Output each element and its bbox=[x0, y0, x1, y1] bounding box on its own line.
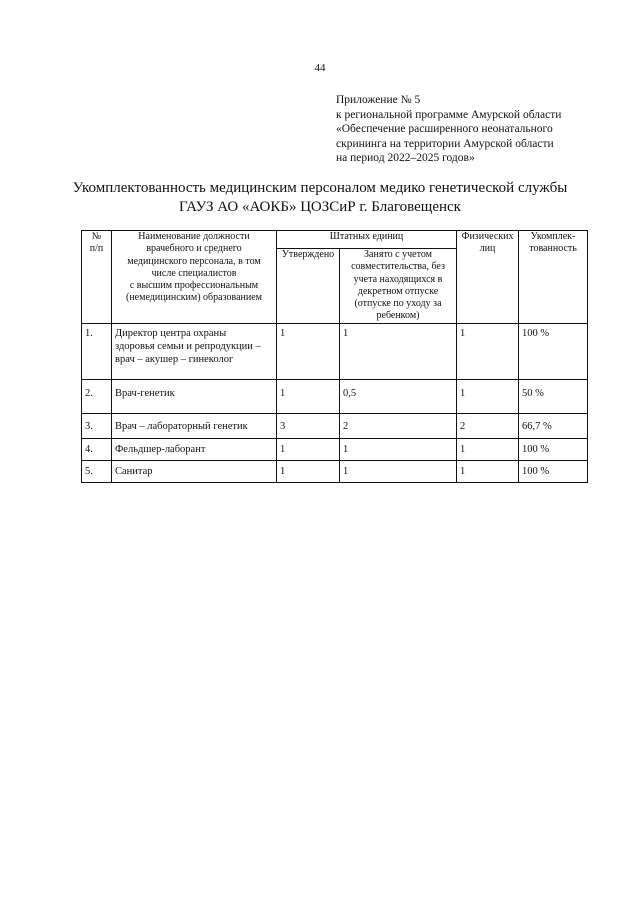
appendix-line: на период 2022–2025 годов» bbox=[336, 152, 475, 165]
header-physical-persons: Физических лиц bbox=[457, 231, 519, 324]
page-number: 44 bbox=[314, 62, 326, 74]
cell-occupied: 1 bbox=[340, 460, 457, 482]
header-position-name: Наименование должности врачебного и среднего медицинского персонала, в том числе специалистов с высшим профессиональным (немедицинским) образованием bbox=[112, 231, 277, 324]
cell-position: Директор центра охраны здоровья семьи и репродукции – врач – акушер – гинеколог bbox=[112, 323, 277, 379]
cell-occupied: 1 bbox=[340, 323, 457, 379]
cell-number: 5. bbox=[82, 460, 112, 482]
table-row bbox=[82, 323, 588, 379]
cell-approved: 1 bbox=[277, 379, 340, 413]
cell-number: 1. bbox=[82, 323, 112, 379]
header-number: № п/п bbox=[82, 231, 112, 324]
cell-number: 2. bbox=[82, 379, 112, 413]
table-row bbox=[82, 460, 588, 482]
cell-occupied: 1 bbox=[340, 438, 457, 460]
appendix-line: к региональной программе Амурской области bbox=[336, 108, 562, 121]
table-row bbox=[82, 379, 588, 413]
cell-approved: 1 bbox=[277, 460, 340, 482]
title-line-2: ГАУЗ АО «АОКБ» ЦОЗСиР г. Благовещенск bbox=[179, 198, 461, 215]
cell-approved: 1 bbox=[277, 323, 340, 379]
cell-completeness: 100 % bbox=[519, 323, 588, 379]
header-occupied: Занято с учетом совместительства, без учета находящихся в декретном отпуске (отпуске по уходу за ребенком) bbox=[340, 249, 457, 324]
appendix-line: «Обеспечение расширенного неонатального bbox=[336, 123, 553, 136]
cell-completeness: 50 % bbox=[519, 379, 588, 413]
cell-physical: 1 bbox=[457, 379, 519, 413]
staffing-table bbox=[81, 230, 588, 483]
cell-position: Санитар bbox=[112, 460, 277, 482]
cell-physical: 2 bbox=[457, 413, 519, 438]
document-title bbox=[0, 179, 640, 216]
cell-approved: 1 bbox=[277, 438, 340, 460]
cell-occupied: 2 bbox=[340, 413, 457, 438]
appendix-header bbox=[336, 93, 626, 166]
cell-completeness: 100 % bbox=[519, 460, 588, 482]
appendix-line: скрининга на территории Амурской области bbox=[336, 137, 554, 150]
header-approved: Утверждено bbox=[277, 249, 340, 324]
cell-position: Фельдшер-лаборант bbox=[112, 438, 277, 460]
cell-number: 4. bbox=[82, 438, 112, 460]
cell-completeness: 100 % bbox=[519, 438, 588, 460]
cell-position: Врач-генетик bbox=[112, 379, 277, 413]
cell-position: Врач – лабораторный генетик bbox=[112, 413, 277, 438]
cell-physical: 1 bbox=[457, 438, 519, 460]
title-line-1: Укомплектованность медицинским персоналом медико генетической службы bbox=[72, 180, 568, 196]
cell-completeness: 66,7 % bbox=[519, 413, 588, 438]
cell-number: 3. bbox=[82, 413, 112, 438]
header-completeness: Укомплек- тованность bbox=[519, 231, 588, 324]
table-row bbox=[82, 438, 588, 460]
cell-physical: 1 bbox=[457, 323, 519, 379]
cell-occupied: 0,5 bbox=[340, 379, 457, 413]
table-row bbox=[82, 413, 588, 438]
cell-approved: 3 bbox=[277, 413, 340, 438]
cell-physical: 1 bbox=[457, 460, 519, 482]
header-staff-units: Штатных единиц bbox=[277, 231, 457, 249]
appendix-line: Приложение № 5 bbox=[336, 94, 421, 106]
